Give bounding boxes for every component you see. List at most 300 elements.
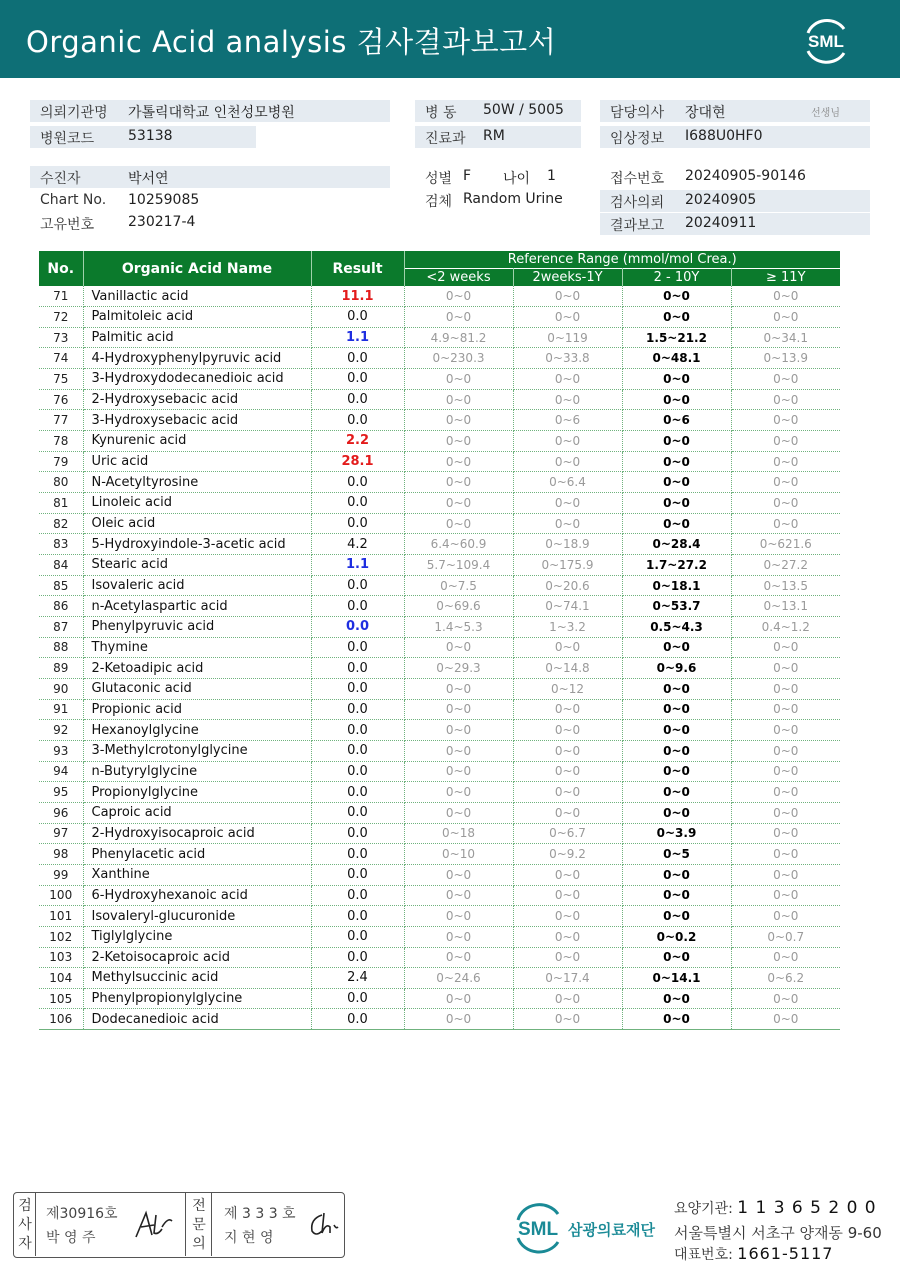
patient-value: 박서연	[128, 171, 169, 187]
phone-label: 대표번호:	[674, 1247, 738, 1263]
row-acid-name: 6-Hydroxyhexanoic acid	[83, 885, 311, 906]
table-row	[39, 947, 840, 968]
row-ref-11y-plus: 0~13.9	[731, 348, 840, 369]
row-acid-name: Xanthine	[83, 864, 311, 885]
row-ref-2weeks-1y: 0~0	[513, 307, 622, 328]
row-ref-11y-plus: 0~27.2	[731, 555, 840, 576]
col-header-age3: 2 - 10Y	[622, 268, 731, 286]
row-ref-11y-plus: 0~0	[731, 761, 840, 782]
row-ref-11y-plus: 0~0	[731, 286, 840, 307]
row-result: 0.0	[311, 761, 404, 782]
row-ref-2-10y: 0~0	[622, 1009, 731, 1030]
row-ref-11y-plus: 0~0	[731, 451, 840, 472]
row-acid-name: N-Acetyltyrosine	[83, 472, 311, 493]
row-no: 98	[39, 844, 83, 865]
chart-label: Chart No.	[40, 192, 107, 208]
row-ref-under-2-weeks: 0~0	[404, 761, 513, 782]
row-ref-2-10y: 0~0	[622, 720, 731, 741]
info-sex-age	[415, 166, 581, 188]
row-result: 0.0	[311, 844, 404, 865]
info-specimen	[415, 189, 581, 211]
row-no: 83	[39, 534, 83, 555]
row-ref-under-2-weeks: 0~0	[404, 286, 513, 307]
table-row	[39, 740, 840, 761]
row-ref-2-10y: 0~0	[622, 740, 731, 761]
row-ref-2weeks-1y: 0~14.8	[513, 658, 622, 679]
info-doctor	[600, 100, 870, 122]
row-acid-name: Propionylglycine	[83, 782, 311, 803]
row-acid-name: Dodecanedioic acid	[83, 1009, 311, 1030]
row-no: 81	[39, 493, 83, 514]
specialist-signature-icon	[306, 1209, 342, 1241]
row-ref-11y-plus: 0~13.5	[731, 575, 840, 596]
row-ref-under-2-weeks: 0~24.6	[404, 968, 513, 989]
row-no: 86	[39, 596, 83, 617]
row-ref-2-10y: 0~0	[622, 802, 731, 823]
row-result: 0.0	[311, 472, 404, 493]
row-no: 97	[39, 823, 83, 844]
row-no: 87	[39, 617, 83, 638]
row-result: 0.0	[311, 926, 404, 947]
sml-logo-text: SML	[808, 32, 844, 51]
row-no: 72	[39, 307, 83, 328]
col-header-no: No.	[39, 251, 83, 286]
row-ref-11y-plus: 0~0	[731, 885, 840, 906]
row-no: 79	[39, 451, 83, 472]
row-acid-name: 2-Hydroxysebacic acid	[83, 389, 311, 410]
row-ref-under-2-weeks: 0~0	[404, 389, 513, 410]
row-ref-under-2-weeks: 0~0	[404, 699, 513, 720]
ward-value: 50W / 5005	[483, 102, 564, 118]
info-patient	[30, 166, 390, 188]
row-ref-2-10y: 0~0	[622, 513, 731, 534]
row-result: 2.2	[311, 431, 404, 452]
row-ref-2weeks-1y: 1~3.2	[513, 617, 622, 638]
footer-address: 서울특별시 서초구 양재동 9-60	[674, 1224, 882, 1242]
row-ref-11y-plus: 0.4~1.2	[731, 617, 840, 638]
info-hospital	[30, 100, 390, 122]
table-row	[39, 327, 840, 348]
row-ref-under-2-weeks: 0~0	[404, 369, 513, 390]
row-result: 0.0	[311, 947, 404, 968]
row-ref-2weeks-1y: 0~0	[513, 513, 622, 534]
table-row	[39, 389, 840, 410]
dept-label: 진료과	[425, 131, 466, 147]
signature-box	[13, 1192, 345, 1258]
row-ref-2weeks-1y: 0~0	[513, 740, 622, 761]
row-ref-2-10y: 0~0	[622, 782, 731, 803]
row-ref-11y-plus: 0~0	[731, 988, 840, 1009]
row-ref-11y-plus: 0~0.7	[731, 926, 840, 947]
row-result: 0.0	[311, 802, 404, 823]
table-row	[39, 699, 840, 720]
row-acid-name: Phenylpropionylglycine	[83, 988, 311, 1009]
specimen-value: Random Urine	[463, 191, 563, 207]
row-ref-2-10y: 0~3.9	[622, 823, 731, 844]
row-ref-2weeks-1y: 0~0	[513, 885, 622, 906]
row-result: 0.0	[311, 389, 404, 410]
row-ref-under-2-weeks: 0~0	[404, 472, 513, 493]
row-acid-name: Palmitoleic acid	[83, 307, 311, 328]
row-ref-2weeks-1y: 0~0	[513, 493, 622, 514]
row-acid-name: Oleic acid	[83, 513, 311, 534]
row-ref-under-2-weeks: 0~0	[404, 678, 513, 699]
row-result: 0.0	[311, 720, 404, 741]
row-ref-2-10y: 0~0	[622, 761, 731, 782]
row-no: 95	[39, 782, 83, 803]
row-no: 94	[39, 761, 83, 782]
row-result: 0.0	[311, 740, 404, 761]
row-acid-name: 4-Hydroxyphenylpyruvic acid	[83, 348, 311, 369]
row-ref-under-2-weeks: 0~0	[404, 782, 513, 803]
table-row	[39, 617, 840, 638]
row-ref-2weeks-1y: 0~0	[513, 926, 622, 947]
row-ref-2-10y: 0~0	[622, 864, 731, 885]
row-acid-name: Kynurenic acid	[83, 431, 311, 452]
age-value: 1	[547, 168, 556, 184]
row-ref-11y-plus: 0~0	[731, 947, 840, 968]
row-ref-under-2-weeks: 0~69.6	[404, 596, 513, 617]
row-acid-name: 3-Methylcrotonylglycine	[83, 740, 311, 761]
row-ref-2weeks-1y: 0~0	[513, 720, 622, 741]
row-ref-2-10y: 0~0	[622, 637, 731, 658]
table-row	[39, 1009, 840, 1030]
table-row	[39, 823, 840, 844]
row-no: 84	[39, 555, 83, 576]
info-clinical	[600, 126, 870, 148]
row-ref-under-2-weeks: 0~0	[404, 720, 513, 741]
table-row	[39, 906, 840, 927]
row-acid-name: Isovaleryl-glucuronide	[83, 906, 311, 927]
row-ref-11y-plus: 0~0	[731, 844, 840, 865]
table-row	[39, 678, 840, 699]
row-no: 104	[39, 968, 83, 989]
chart-value: 10259085	[128, 192, 200, 208]
row-ref-2-10y: 0~18.1	[622, 575, 731, 596]
row-result: 0.0	[311, 864, 404, 885]
row-ref-under-2-weeks: 0~18	[404, 823, 513, 844]
row-ref-2-10y: 0~5	[622, 844, 731, 865]
doctor-value: 장대현	[685, 105, 726, 121]
row-ref-2-10y: 0~53.7	[622, 596, 731, 617]
row-ref-2-10y: 0~0	[622, 307, 731, 328]
table-row	[39, 513, 840, 534]
receipt-value: 20240905-90146	[685, 168, 806, 184]
examiner-name: 박 영 주	[46, 1230, 96, 1246]
row-ref-2-10y: 0~0	[622, 947, 731, 968]
row-no: 88	[39, 637, 83, 658]
col-header-age1: <2 weeks	[404, 268, 513, 286]
info-report	[600, 213, 870, 235]
clinical-value: I688U0HF0	[685, 128, 763, 144]
row-acid-name: 2-Ketoisocaproic acid	[83, 947, 311, 968]
row-ref-under-2-weeks: 0~0	[404, 431, 513, 452]
row-ref-2-10y: 0~0.2	[622, 926, 731, 947]
row-ref-2-10y: 1.5~21.2	[622, 327, 731, 348]
doctor-label: 담당의사	[610, 105, 665, 121]
row-ref-2weeks-1y: 0~0	[513, 864, 622, 885]
row-ref-under-2-weeks: 1.4~5.3	[404, 617, 513, 638]
sex-label: 성별	[425, 171, 453, 187]
row-result: 2.4	[311, 968, 404, 989]
row-ref-2weeks-1y: 0~0	[513, 947, 622, 968]
row-acid-name: Phenylacetic acid	[83, 844, 311, 865]
row-ref-11y-plus: 0~0	[731, 1009, 840, 1030]
table-row	[39, 885, 840, 906]
row-result: 0.0	[311, 658, 404, 679]
row-ref-2weeks-1y: 0~0	[513, 431, 622, 452]
care-label: 요양기관:	[674, 1201, 738, 1217]
row-ref-2weeks-1y: 0~0	[513, 451, 622, 472]
row-no: 96	[39, 802, 83, 823]
row-no: 82	[39, 513, 83, 534]
row-ref-2weeks-1y: 0~6	[513, 410, 622, 431]
footer-sml-logo-icon	[510, 1200, 566, 1256]
specialist-no: 제 3 3 3 호	[224, 1206, 296, 1222]
row-result: 0.0	[311, 678, 404, 699]
info-ward	[415, 100, 581, 122]
row-no: 93	[39, 740, 83, 761]
row-acid-name: Isovaleric acid	[83, 575, 311, 596]
row-ref-11y-plus: 0~6.2	[731, 968, 840, 989]
row-acid-name: Glutaconic acid	[83, 678, 311, 699]
table-row	[39, 782, 840, 803]
table-row	[39, 864, 840, 885]
table-row	[39, 761, 840, 782]
row-ref-under-2-weeks: 0~0	[404, 885, 513, 906]
row-ref-2weeks-1y: 0~119	[513, 327, 622, 348]
row-ref-2weeks-1y: 0~0	[513, 286, 622, 307]
row-result: 0.0	[311, 348, 404, 369]
results-body	[39, 286, 840, 1030]
row-acid-name: n-Butyrylglycine	[83, 761, 311, 782]
row-no: 91	[39, 699, 83, 720]
row-acid-name: 2-Hydroxyisocaproic acid	[83, 823, 311, 844]
row-result: 0.0	[311, 823, 404, 844]
row-acid-name: 3-Hydroxysebacic acid	[83, 410, 311, 431]
row-no: 85	[39, 575, 83, 596]
table-row	[39, 637, 840, 658]
row-acid-name: Caproic acid	[83, 802, 311, 823]
code-value: 53138	[128, 128, 173, 144]
row-result: 28.1	[311, 451, 404, 472]
doctor-suffix: 선생님	[811, 108, 840, 119]
care-number: 1 1 3 6 5 2 0 0	[737, 1198, 877, 1218]
receipt-label: 접수번호	[610, 171, 665, 187]
row-ref-2weeks-1y: 0~9.2	[513, 844, 622, 865]
row-result: 0.0	[311, 596, 404, 617]
row-ref-2-10y: 0~6	[622, 410, 731, 431]
table-row	[39, 844, 840, 865]
col-header-result: Result	[311, 251, 404, 286]
row-ref-2-10y: 0~14.1	[622, 968, 731, 989]
row-ref-under-2-weeks: 0~0	[404, 740, 513, 761]
row-no: 77	[39, 410, 83, 431]
table-row	[39, 596, 840, 617]
row-result: 0.0	[311, 782, 404, 803]
row-ref-under-2-weeks: 0~0	[404, 493, 513, 514]
row-no: 92	[39, 720, 83, 741]
col-header-age4: ≥ 11Y	[731, 268, 840, 286]
row-acid-name: n-Acetylaspartic acid	[83, 596, 311, 617]
row-ref-2-10y: 0~0	[622, 906, 731, 927]
row-ref-11y-plus: 0~0	[731, 369, 840, 390]
row-ref-2weeks-1y: 0~0	[513, 761, 622, 782]
row-ref-under-2-weeks: 4.9~81.2	[404, 327, 513, 348]
row-result: 1.1	[311, 327, 404, 348]
row-ref-under-2-weeks: 0~0	[404, 926, 513, 947]
row-no: 78	[39, 431, 83, 452]
row-result: 0.0	[311, 575, 404, 596]
col-header-age2: 2weeks-1Y	[513, 268, 622, 286]
row-acid-name: Vanillactic acid	[83, 286, 311, 307]
info-code	[30, 126, 256, 148]
table-row	[39, 307, 840, 328]
col-header-name: Organic Acid Name	[83, 251, 311, 286]
phone-number: 1661-5117	[737, 1244, 834, 1263]
request-value: 20240905	[685, 192, 757, 208]
table-row	[39, 472, 840, 493]
row-acid-name: Phenylpyruvic acid	[83, 617, 311, 638]
row-no: 100	[39, 885, 83, 906]
row-ref-2-10y: 0~0	[622, 389, 731, 410]
info-receipt	[600, 166, 870, 188]
row-no: 71	[39, 286, 83, 307]
row-ref-2weeks-1y: 0~0	[513, 906, 622, 927]
report-value: 20240911	[685, 215, 757, 231]
row-acid-name: Stearic acid	[83, 555, 311, 576]
footer-phone-line	[674, 1244, 833, 1264]
row-no: 90	[39, 678, 83, 699]
row-no: 105	[39, 988, 83, 1009]
row-ref-2weeks-1y: 0~0	[513, 699, 622, 720]
row-result: 1.1	[311, 555, 404, 576]
uid-label: 고유번호	[40, 217, 95, 233]
row-ref-2-10y: 0~0	[622, 431, 731, 452]
row-ref-11y-plus: 0~0	[731, 389, 840, 410]
row-acid-name: 5-Hydroxyindole-3-acetic acid	[83, 534, 311, 555]
row-ref-11y-plus: 0~0	[731, 906, 840, 927]
clinical-label: 임상정보	[610, 131, 665, 147]
row-ref-11y-plus: 0~34.1	[731, 327, 840, 348]
row-ref-2weeks-1y: 0~0	[513, 1009, 622, 1030]
row-ref-11y-plus: 0~0	[731, 802, 840, 823]
table-row	[39, 431, 840, 452]
row-ref-2weeks-1y: 0~0	[513, 637, 622, 658]
row-no: 76	[39, 389, 83, 410]
row-ref-under-2-weeks: 0~0	[404, 864, 513, 885]
row-result: 0.0	[311, 493, 404, 514]
table-row	[39, 720, 840, 741]
row-ref-11y-plus: 0~13.1	[731, 596, 840, 617]
row-acid-name: Tiglylglycine	[83, 926, 311, 947]
row-ref-2weeks-1y: 0~0	[513, 782, 622, 803]
row-ref-under-2-weeks: 0~0	[404, 1009, 513, 1030]
row-ref-2-10y: 1.7~27.2	[622, 555, 731, 576]
row-ref-2-10y: 0~0	[622, 369, 731, 390]
table-row	[39, 575, 840, 596]
row-ref-under-2-weeks: 5.7~109.4	[404, 555, 513, 576]
table-row	[39, 286, 840, 307]
table-row	[39, 658, 840, 679]
hospital-label: 의뢰기관명	[40, 105, 108, 121]
report-title: Organic Acid analysis 검사결과보고서	[26, 25, 557, 59]
row-no: 101	[39, 906, 83, 927]
row-ref-under-2-weeks: 0~29.3	[404, 658, 513, 679]
row-ref-2-10y: 0~0	[622, 472, 731, 493]
row-ref-2-10y: 0.5~4.3	[622, 617, 731, 638]
row-no: 106	[39, 1009, 83, 1030]
row-no: 99	[39, 864, 83, 885]
row-ref-under-2-weeks: 0~0	[404, 451, 513, 472]
examiner-title: 검 사 자	[18, 1198, 32, 1252]
row-ref-under-2-weeks: 0~0	[404, 988, 513, 1009]
specimen-label: 검체	[425, 194, 453, 210]
row-ref-2weeks-1y: 0~6.4	[513, 472, 622, 493]
row-acid-name: Hexanoylglycine	[83, 720, 311, 741]
row-ref-11y-plus: 0~0	[731, 678, 840, 699]
row-ref-11y-plus: 0~0	[731, 637, 840, 658]
sex-value: F	[463, 168, 472, 184]
row-ref-11y-plus: 0~0	[731, 823, 840, 844]
row-ref-2weeks-1y: 0~18.9	[513, 534, 622, 555]
row-ref-2weeks-1y: 0~0	[513, 988, 622, 1009]
footer-org-name: 삼광의료재단	[568, 1221, 655, 1239]
footer-care-line	[674, 1198, 877, 1218]
examiner-signature-icon	[132, 1207, 176, 1243]
row-ref-2weeks-1y: 0~0	[513, 802, 622, 823]
row-ref-under-2-weeks: 0~0	[404, 307, 513, 328]
info-uid	[30, 212, 390, 234]
row-ref-11y-plus: 0~0	[731, 782, 840, 803]
table-row	[39, 348, 840, 369]
row-result: 0.0	[311, 699, 404, 720]
row-ref-2weeks-1y: 0~0	[513, 369, 622, 390]
hospital-value: 가톨릭대학교 인천성모병원	[128, 105, 295, 121]
table-row	[39, 534, 840, 555]
row-ref-2weeks-1y: 0~33.8	[513, 348, 622, 369]
row-ref-11y-plus: 0~0	[731, 493, 840, 514]
ward-label: 병 동	[425, 105, 457, 121]
row-ref-2-10y: 0~0	[622, 699, 731, 720]
dept-value: RM	[483, 128, 505, 144]
footer-logo-text: SML	[517, 1219, 559, 1240]
row-ref-2-10y: 0~0	[622, 885, 731, 906]
row-ref-under-2-weeks: 0~0	[404, 906, 513, 927]
row-ref-2-10y: 0~28.4	[622, 534, 731, 555]
row-ref-11y-plus: 0~0	[731, 720, 840, 741]
row-ref-2weeks-1y: 0~20.6	[513, 575, 622, 596]
row-no: 80	[39, 472, 83, 493]
row-ref-11y-plus: 0~0	[731, 658, 840, 679]
row-ref-under-2-weeks: 0~0	[404, 513, 513, 534]
row-ref-2-10y: 0~0	[622, 678, 731, 699]
row-ref-11y-plus: 0~0	[731, 864, 840, 885]
row-result: 0.0	[311, 637, 404, 658]
report-label: 결과보고	[610, 218, 665, 234]
row-ref-under-2-weeks: 0~0	[404, 947, 513, 968]
row-ref-2-10y: 0~0	[622, 286, 731, 307]
specialist-title: 전 문 의	[192, 1198, 206, 1252]
row-ref-2weeks-1y: 0~74.1	[513, 596, 622, 617]
row-acid-name: Uric acid	[83, 451, 311, 472]
request-label: 검사의뢰	[610, 195, 665, 211]
row-acid-name: 2-Ketoadipic acid	[83, 658, 311, 679]
table-row	[39, 451, 840, 472]
table-row	[39, 926, 840, 947]
row-result: 0.0	[311, 906, 404, 927]
row-ref-2weeks-1y: 0~12	[513, 678, 622, 699]
